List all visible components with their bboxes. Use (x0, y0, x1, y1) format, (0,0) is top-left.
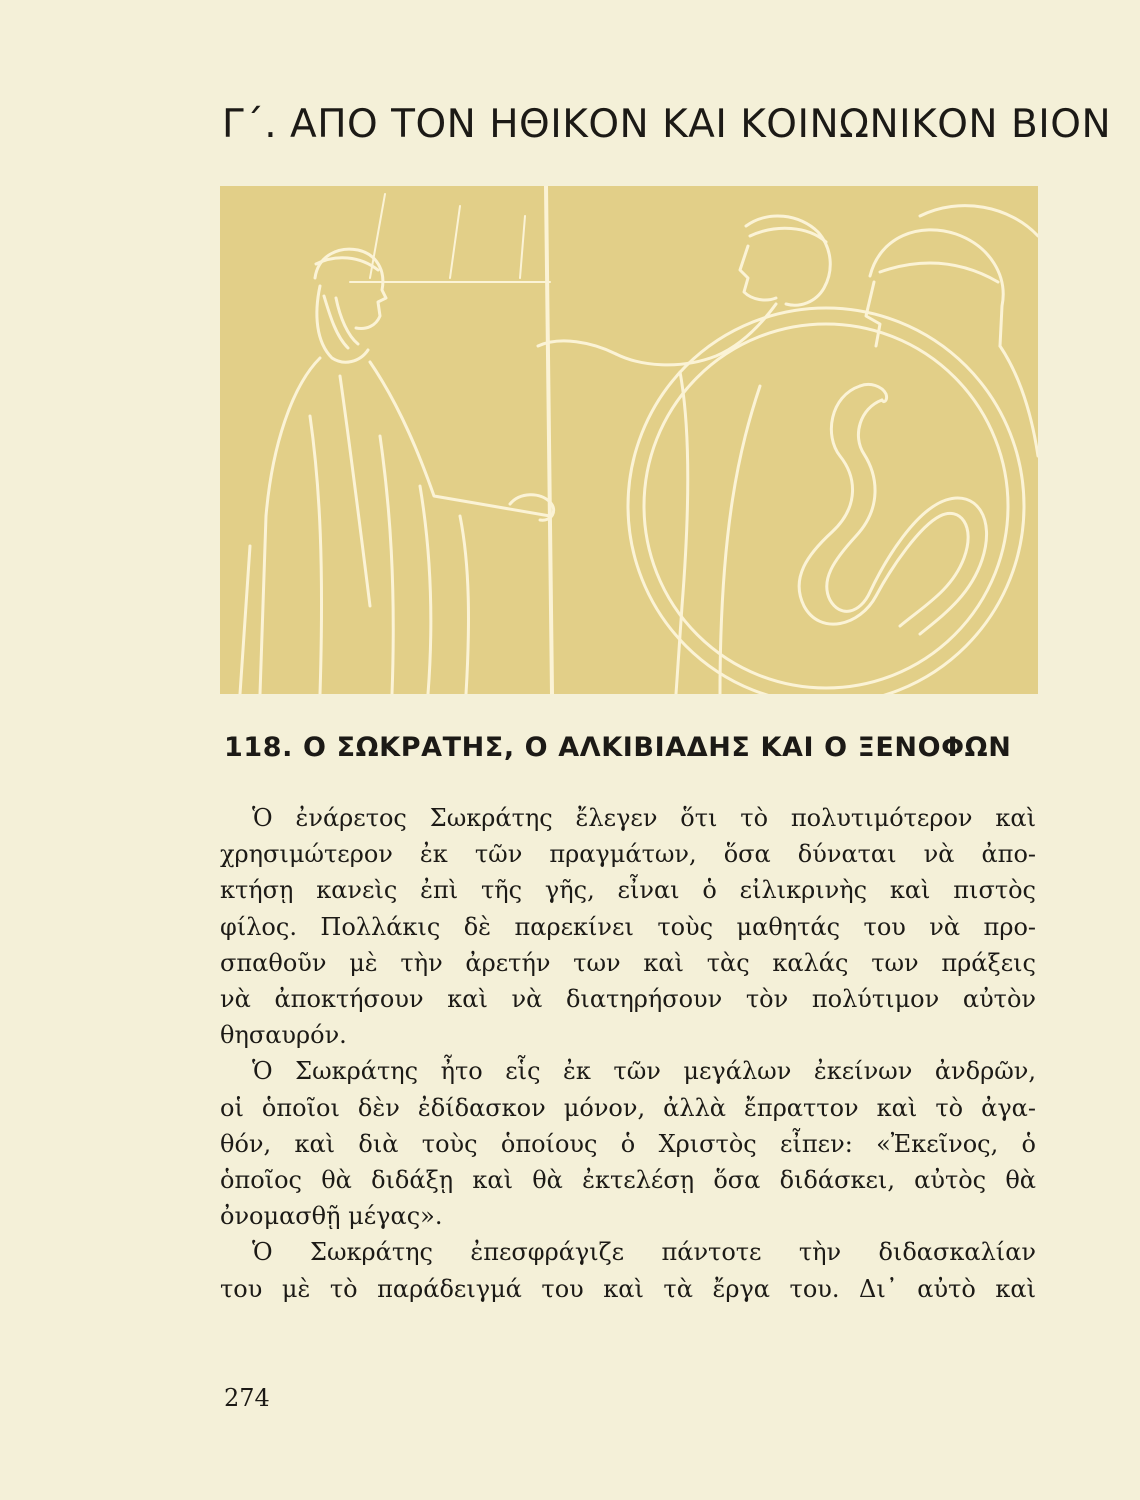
paragraph-1-line-6: νὰ ἀποκτήσουν καὶ νὰ διατηρήσουν τὸν πολύτιμον αὐτὸν (220, 985, 1036, 1014)
body-text (220, 800, 1036, 1307)
paragraph-1-line-1: Ὁ ἐνάρετος Σωκράτης ἔλεγεν ὅτι τὸ πολυτιμότερον καὶ (252, 804, 1036, 832)
paragraph-2-line-5: ὀνομασθῇ μέγας». (220, 1202, 443, 1231)
section-title: 118. Ο ΣΩΚΡΑΤΗΣ, Ο ΑΛΚΙΒΙΑΔΗΣ ΚΑΙ Ο ΞΕΝΟΦΩΝ (224, 732, 1012, 763)
illustration-drawing (220, 186, 1038, 694)
paragraph-1-line-5: σπαθοῦν μὲ τὴν ἀρετήν των καὶ τὰς καλάς των πράξεις (220, 948, 1036, 977)
paragraph-1-line-3: κτήσῃ κανεὶς ἐπὶ τῆς γῆς, εἶναι ὁ εἰλικρινὴς καὶ πιστὸς (220, 876, 1036, 905)
paragraph-1-line-7: θησαυρόν. (220, 1021, 347, 1050)
chapter-title: Γ΄. ΑΠΟ ΤΟΝ ΗΘΙΚΟΝ ΚΑΙ ΚΟΙΝΩΝΙΚΟΝ ΒΙΟΝ (222, 102, 1112, 147)
paragraph-3-line-1: Ὁ Σωκράτης ἐπεσφράγιζε πάντοτε τὴν διδασκαλίαν (252, 1238, 1036, 1267)
paragraph-1-line-2: χρησιμώτερον ἐκ τῶν πραγμάτων, ὅσα δύναται νὰ ἀπο- (220, 840, 1036, 869)
paragraph-2-line-4: ὁποῖος θὰ διδάξῃ καὶ θὰ ἐκτελέσῃ ὅσα διδάσκει, αὐτὸς θὰ (220, 1166, 1036, 1195)
illustration (220, 186, 1038, 694)
paragraph-2-line-3: θόν, καὶ διὰ τοὺς ὁποίους ὁ Χριστὸς εἶπεν: «Ἐκεῖνος, ὁ (220, 1129, 1036, 1158)
page-number: 274 (224, 1384, 270, 1412)
paragraph-1-line-4: φίλος. Πολλάκις δὲ παρεκίνει τοὺς μαθητάς του νὰ προ- (220, 912, 1036, 941)
paragraph-3-line-2: του μὲ τὸ παράδειγμά του καὶ τὰ ἔργα του. Δι᾿ αὐτὸ καὶ (220, 1274, 1036, 1303)
paragraph-2-line-1: Ὁ Σωκράτης ἦτο εἷς ἐκ τῶν μεγάλων ἐκείνων ἀνδρῶν, (252, 1057, 1036, 1086)
paragraph-2-line-2: οἱ ὁποῖοι δὲν ἐδίδασκον μόνον, ἀλλὰ ἔπραττον καὶ τὸ ἀγα- (220, 1093, 1036, 1122)
